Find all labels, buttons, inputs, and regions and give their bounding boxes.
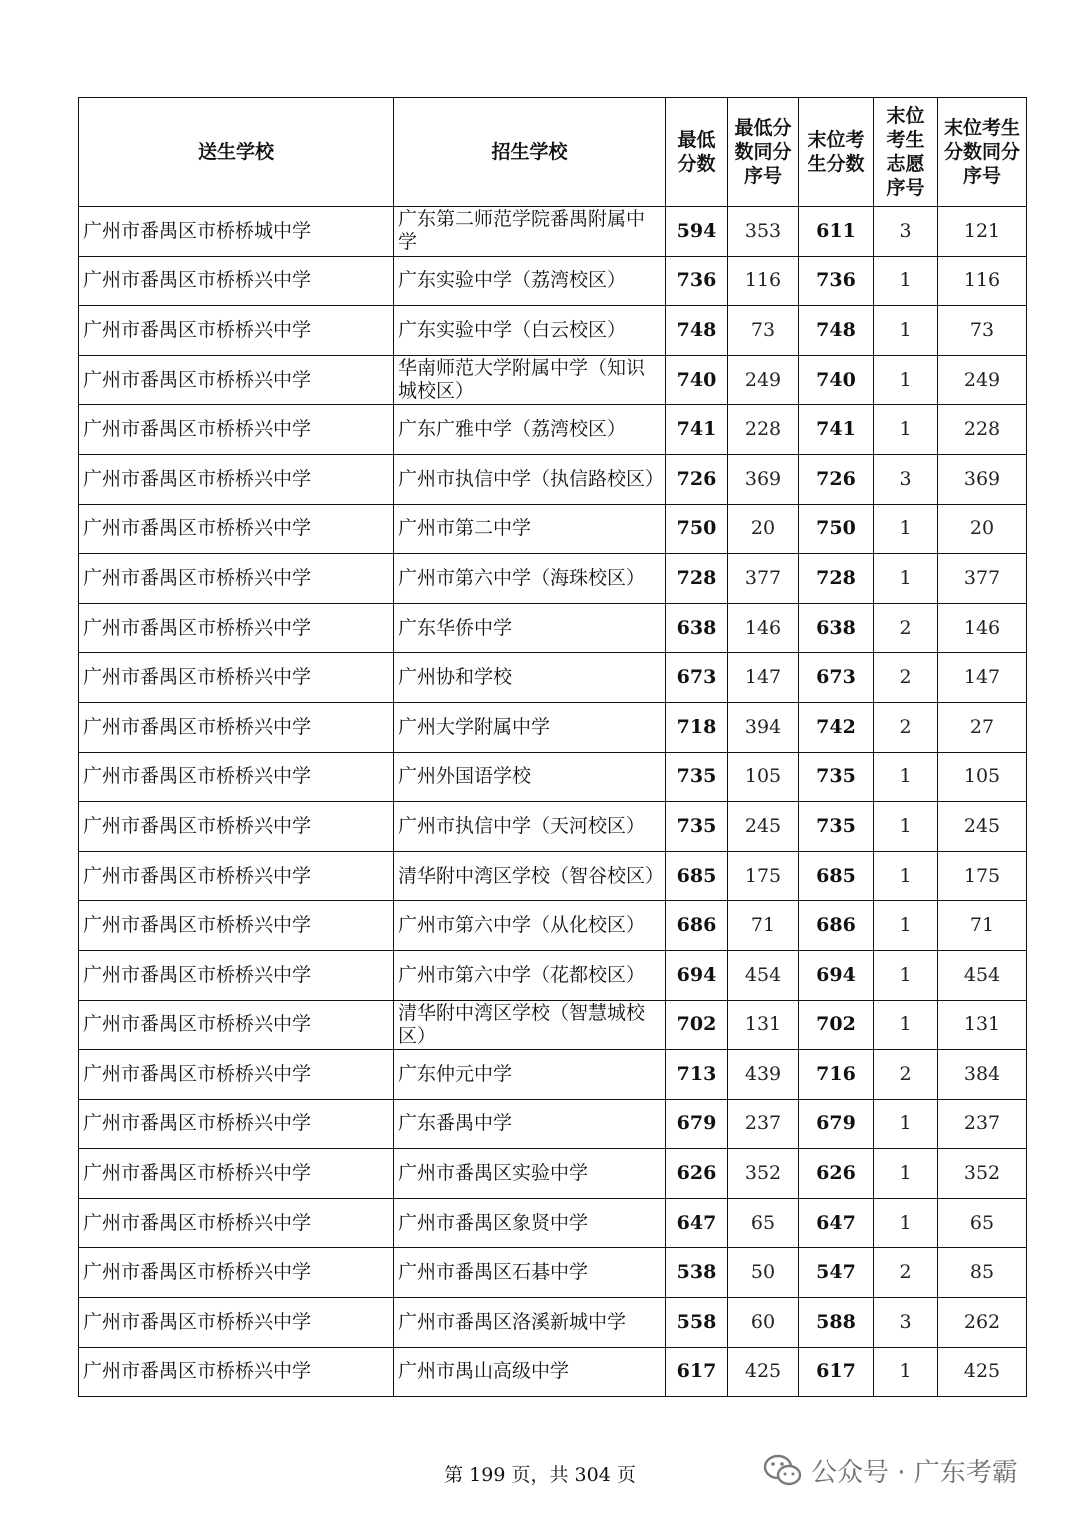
receiver-school-cell: 广州市第二中学	[394, 504, 666, 554]
sender-school-cell: 广州市番禺区市桥桥兴中学	[79, 851, 394, 901]
min-score-rank-cell: 71	[728, 901, 799, 951]
last-choice-cell: 2	[874, 653, 938, 703]
receiver-school-cell: 广州市禺山高级中学	[394, 1347, 666, 1397]
last-rank-cell: 85	[938, 1248, 1027, 1298]
sender-school-cell: 广州市番禺区市桥桥兴中学	[79, 950, 394, 1000]
page-number-footer: 第 199 页，共 304 页	[444, 1464, 636, 1486]
sender-school-cell: 广州市番禺区市桥桥兴中学	[79, 603, 394, 653]
min-score-rank-cell: 425	[728, 1347, 799, 1397]
min-score-cell: 626	[666, 1149, 728, 1199]
table-row	[79, 1248, 1027, 1298]
table-row	[79, 1298, 1027, 1348]
min-score-rank-cell: 50	[728, 1248, 799, 1298]
last-score-cell: 673	[799, 653, 874, 703]
min-score-cell: 750	[666, 504, 728, 554]
receiver-school-cell: 广州外国语学校	[394, 752, 666, 802]
min-score-cell: 748	[666, 306, 728, 356]
sender-school-cell: 广州市番禺区市桥桥兴中学	[79, 1149, 394, 1199]
last-score-cell: 742	[799, 702, 874, 752]
last-choice-cell: 1	[874, 1198, 938, 1248]
min-score-rank-cell: 105	[728, 752, 799, 802]
watermark	[763, 1452, 1018, 1489]
sender-school-cell: 广州市番禺区市桥桥兴中学	[79, 256, 394, 306]
min-score-rank-cell: 394	[728, 702, 799, 752]
header-last-choice: 末位 考生 志愿 序号	[874, 98, 938, 207]
last-score-cell: 679	[799, 1099, 874, 1149]
min-score-cell: 538	[666, 1248, 728, 1298]
last-score-cell: 686	[799, 901, 874, 951]
header-min-score-rank: 最低分 数同分 序号	[728, 98, 799, 207]
sender-school-cell: 广州市番禺区市桥桥兴中学	[79, 653, 394, 703]
min-score-rank-cell: 131	[728, 1000, 799, 1050]
last-choice-cell: 1	[874, 1347, 938, 1397]
last-choice-cell: 1	[874, 306, 938, 356]
receiver-school-cell: 广州市第六中学（海珠校区）	[394, 554, 666, 604]
last-rank-cell: 105	[938, 752, 1027, 802]
admission-table	[78, 97, 1027, 1397]
last-score-cell: 694	[799, 950, 874, 1000]
sender-school-cell: 广州市番禺区市桥桥兴中学	[79, 901, 394, 951]
last-choice-cell: 1	[874, 1149, 938, 1199]
table-body	[79, 207, 1027, 1397]
last-score-cell: 735	[799, 752, 874, 802]
sender-school-cell: 广州市番禺区市桥桥兴中学	[79, 1050, 394, 1100]
table-row	[79, 1050, 1027, 1100]
min-score-rank-cell: 146	[728, 603, 799, 653]
min-score-rank-cell: 237	[728, 1099, 799, 1149]
last-score-cell: 750	[799, 504, 874, 554]
table-row	[79, 405, 1027, 455]
receiver-school-cell: 广东实验中学（白云校区）	[394, 306, 666, 356]
last-rank-cell: 121	[938, 207, 1027, 257]
receiver-school-cell: 华南师范大学附属中学（知识城校区）	[394, 355, 666, 405]
receiver-school-cell: 广州市执信中学（天河校区）	[394, 802, 666, 852]
min-score-cell: 735	[666, 752, 728, 802]
last-score-cell: 735	[799, 802, 874, 852]
receiver-school-cell: 广东第二师范学院番禺附属中学	[394, 207, 666, 257]
sender-school-cell: 广州市番禺区市桥桥兴中学	[79, 1198, 394, 1248]
last-rank-cell: 147	[938, 653, 1027, 703]
min-score-rank-cell: 439	[728, 1050, 799, 1100]
last-choice-cell: 2	[874, 1050, 938, 1100]
min-score-cell: 718	[666, 702, 728, 752]
last-score-cell: 748	[799, 306, 874, 356]
last-rank-cell: 245	[938, 802, 1027, 852]
min-score-cell: 713	[666, 1050, 728, 1100]
last-rank-cell: 65	[938, 1198, 1027, 1248]
receiver-school-cell: 广州大学附属中学	[394, 702, 666, 752]
table-row	[79, 306, 1027, 356]
min-score-rank-cell: 369	[728, 454, 799, 504]
last-choice-cell: 1	[874, 256, 938, 306]
sender-school-cell: 广州市番禺区市桥桥兴中学	[79, 702, 394, 752]
min-score-rank-cell: 116	[728, 256, 799, 306]
last-rank-cell: 369	[938, 454, 1027, 504]
last-score-cell: 611	[799, 207, 874, 257]
sender-school-cell: 广州市番禺区市桥桥兴中学	[79, 405, 394, 455]
min-score-cell: 728	[666, 554, 728, 604]
last-choice-cell: 1	[874, 851, 938, 901]
min-score-cell: 638	[666, 603, 728, 653]
last-rank-cell: 228	[938, 405, 1027, 455]
last-rank-cell: 131	[938, 1000, 1027, 1050]
min-score-rank-cell: 20	[728, 504, 799, 554]
receiver-school-cell: 广州市番禺区洛溪新城中学	[394, 1298, 666, 1348]
last-choice-cell: 1	[874, 504, 938, 554]
receiver-school-cell: 广州市番禺区石碁中学	[394, 1248, 666, 1298]
last-choice-cell: 1	[874, 950, 938, 1000]
min-score-cell: 740	[666, 355, 728, 405]
last-score-cell: 685	[799, 851, 874, 901]
table-row	[79, 851, 1027, 901]
last-rank-cell: 377	[938, 554, 1027, 604]
min-score-rank-cell: 353	[728, 207, 799, 257]
table-row	[79, 256, 1027, 306]
sender-school-cell: 广州市番禺区市桥桥兴中学	[79, 1248, 394, 1298]
last-rank-cell: 384	[938, 1050, 1027, 1100]
min-score-rank-cell: 249	[728, 355, 799, 405]
sender-school-cell: 广州市番禺区市桥桥兴中学	[79, 1000, 394, 1050]
last-rank-cell: 425	[938, 1347, 1027, 1397]
last-rank-cell: 71	[938, 901, 1027, 951]
last-choice-cell: 3	[874, 1298, 938, 1348]
min-score-cell: 694	[666, 950, 728, 1000]
last-score-cell: 588	[799, 1298, 874, 1348]
last-rank-cell: 116	[938, 256, 1027, 306]
min-score-rank-cell: 73	[728, 306, 799, 356]
header-last-rank: 末位考生 分数同分 序号	[938, 98, 1027, 207]
last-choice-cell: 2	[874, 702, 938, 752]
table-row	[79, 802, 1027, 852]
sender-school-cell: 广州市番禺区市桥桥兴中学	[79, 802, 394, 852]
last-score-cell: 716	[799, 1050, 874, 1100]
last-choice-cell: 2	[874, 603, 938, 653]
sender-school-cell: 广州市番禺区市桥桥兴中学	[79, 454, 394, 504]
min-score-rank-cell: 245	[728, 802, 799, 852]
min-score-rank-cell: 65	[728, 1198, 799, 1248]
last-rank-cell: 20	[938, 504, 1027, 554]
min-score-cell: 673	[666, 653, 728, 703]
last-rank-cell: 262	[938, 1298, 1027, 1348]
last-choice-cell: 3	[874, 454, 938, 504]
sender-school-cell: 广州市番禺区市桥桥兴中学	[79, 1298, 394, 1348]
last-rank-cell: 237	[938, 1099, 1027, 1149]
receiver-school-cell: 广州市第六中学（从化校区）	[394, 901, 666, 951]
receiver-school-cell: 清华附中湾区学校（智慧城校区）	[394, 1000, 666, 1050]
last-score-cell: 728	[799, 554, 874, 604]
table-row	[79, 554, 1027, 604]
receiver-school-cell: 广州市执信中学（执信路校区）	[394, 454, 666, 504]
last-choice-cell: 3	[874, 207, 938, 257]
min-score-cell: 741	[666, 405, 728, 455]
receiver-school-cell: 广州市番禺区实验中学	[394, 1149, 666, 1199]
receiver-school-cell: 广东番禺中学	[394, 1099, 666, 1149]
table-row	[79, 355, 1027, 405]
table-row	[79, 752, 1027, 802]
last-score-cell: 547	[799, 1248, 874, 1298]
min-score-rank-cell: 175	[728, 851, 799, 901]
min-score-cell: 594	[666, 207, 728, 257]
sender-school-cell: 广州市番禺区市桥桥兴中学	[79, 306, 394, 356]
table-header	[79, 98, 1027, 207]
sender-school-cell: 广州市番禺区市桥桥兴中学	[79, 554, 394, 604]
last-choice-cell: 1	[874, 355, 938, 405]
min-score-cell: 685	[666, 851, 728, 901]
min-score-rank-cell: 147	[728, 653, 799, 703]
min-score-rank-cell: 352	[728, 1149, 799, 1199]
min-score-rank-cell: 228	[728, 405, 799, 455]
min-score-cell: 647	[666, 1198, 728, 1248]
receiver-school-cell: 广州协和学校	[394, 653, 666, 703]
receiver-school-cell: 广州市第六中学（花都校区）	[394, 950, 666, 1000]
last-choice-cell: 1	[874, 901, 938, 951]
receiver-school-cell: 广东广雅中学（荔湾校区）	[394, 405, 666, 455]
header-receiver-school: 招生学校	[394, 98, 666, 207]
last-choice-cell: 1	[874, 405, 938, 455]
table-row	[79, 702, 1027, 752]
table-row	[79, 1099, 1027, 1149]
min-score-rank-cell: 60	[728, 1298, 799, 1348]
last-score-cell: 741	[799, 405, 874, 455]
table-row	[79, 653, 1027, 703]
last-score-cell: 702	[799, 1000, 874, 1050]
min-score-cell: 686	[666, 901, 728, 951]
table-row	[79, 603, 1027, 653]
sender-school-cell: 广州市番禺区市桥桥兴中学	[79, 752, 394, 802]
min-score-cell: 726	[666, 454, 728, 504]
last-rank-cell: 73	[938, 306, 1027, 356]
wechat-logo-icon	[763, 1454, 803, 1488]
table-row	[79, 207, 1027, 257]
receiver-school-cell: 广东华侨中学	[394, 603, 666, 653]
watermark-text: 公众号 · 广东考霸	[811, 1458, 1018, 1488]
receiver-school-cell: 广东仲元中学	[394, 1050, 666, 1100]
sender-school-cell: 广州市番禺区市桥桥兴中学	[79, 1347, 394, 1397]
min-score-cell: 558	[666, 1298, 728, 1348]
last-choice-cell: 1	[874, 1099, 938, 1149]
last-rank-cell: 175	[938, 851, 1027, 901]
last-rank-cell: 352	[938, 1149, 1027, 1199]
table-row	[79, 1149, 1027, 1199]
last-choice-cell: 2	[874, 1248, 938, 1298]
table-row	[79, 1198, 1027, 1248]
receiver-school-cell: 广东实验中学（荔湾校区）	[394, 256, 666, 306]
header-row	[79, 98, 1027, 207]
min-score-cell: 702	[666, 1000, 728, 1050]
header-last-score: 末位考 生分数	[799, 98, 874, 207]
header-sender-school: 送生学校	[79, 98, 394, 207]
header-min-score: 最低 分数	[666, 98, 728, 207]
last-rank-cell: 146	[938, 603, 1027, 653]
table-row	[79, 1000, 1027, 1050]
last-choice-cell: 1	[874, 1000, 938, 1050]
last-choice-cell: 1	[874, 752, 938, 802]
receiver-school-cell: 广州市番禺区象贤中学	[394, 1198, 666, 1248]
last-score-cell: 617	[799, 1347, 874, 1397]
table-row	[79, 504, 1027, 554]
receiver-school-cell: 清华附中湾区学校（智谷校区）	[394, 851, 666, 901]
last-choice-cell: 1	[874, 802, 938, 852]
table-row	[79, 454, 1027, 504]
table-row	[79, 901, 1027, 951]
last-score-cell: 726	[799, 454, 874, 504]
min-score-rank-cell: 454	[728, 950, 799, 1000]
last-rank-cell: 454	[938, 950, 1027, 1000]
sender-school-cell: 广州市番禺区市桥桥兴中学	[79, 504, 394, 554]
sender-school-cell: 广州市番禺区市桥桥兴中学	[79, 355, 394, 405]
sender-school-cell: 广州市番禺区市桥桥兴中学	[79, 1099, 394, 1149]
last-score-cell: 647	[799, 1198, 874, 1248]
sender-school-cell: 广州市番禺区市桥桥城中学	[79, 207, 394, 257]
min-score-rank-cell: 377	[728, 554, 799, 604]
min-score-cell: 736	[666, 256, 728, 306]
table-row	[79, 1347, 1027, 1397]
min-score-cell: 735	[666, 802, 728, 852]
last-rank-cell: 249	[938, 355, 1027, 405]
last-score-cell: 638	[799, 603, 874, 653]
min-score-cell: 617	[666, 1347, 728, 1397]
last-score-cell: 736	[799, 256, 874, 306]
last-score-cell: 626	[799, 1149, 874, 1199]
last-choice-cell: 1	[874, 554, 938, 604]
last-score-cell: 740	[799, 355, 874, 405]
last-rank-cell: 27	[938, 702, 1027, 752]
table-row	[79, 950, 1027, 1000]
min-score-cell: 679	[666, 1099, 728, 1149]
